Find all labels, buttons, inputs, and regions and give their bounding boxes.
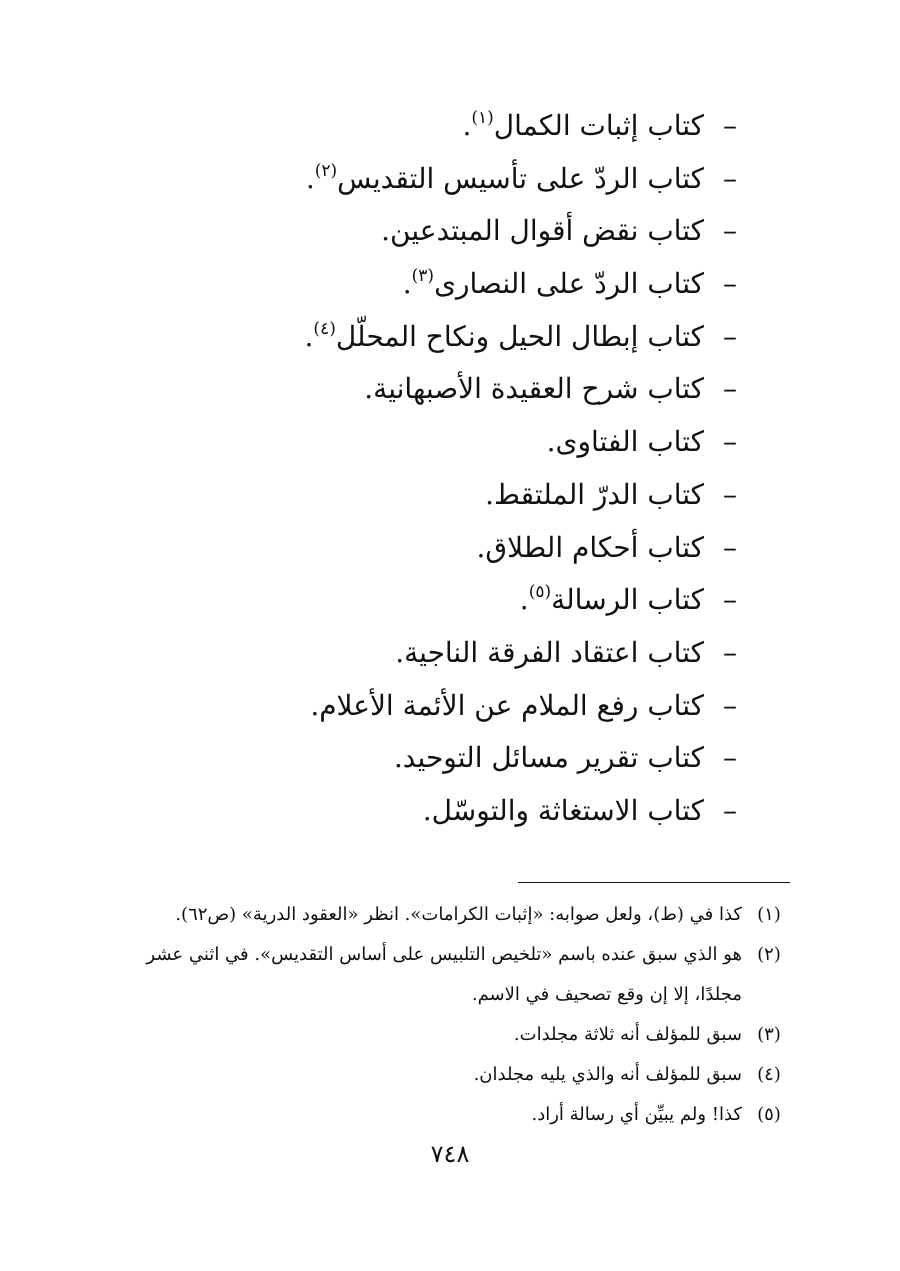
list-marker: – [723,477,737,511]
list-item [0,363,900,416]
list-item-end: . [462,109,472,142]
list-item-text [381,205,704,257]
list-item [0,311,900,364]
list-marker: – [723,793,737,827]
list-item [0,785,900,838]
list-item-text [485,469,704,521]
footnote [105,935,790,1015]
list-item-end: . [304,319,314,353]
list-item [0,522,900,575]
list-item-title: كتاب الردّ على تأسيس التقديس [337,161,704,195]
list-marker: – [723,688,737,722]
book-list [0,100,900,838]
list-item-text [423,785,704,837]
list-item [0,574,900,627]
list-item-text [477,522,705,574]
footnote-number: (٢) [757,944,781,965]
list-item-text [305,311,704,367]
footnote-text: سبق للمؤلف أنه والذي يليه مجلدان. [473,1064,742,1085]
footnote [105,1015,790,1055]
list-marker: – [723,741,737,775]
list-item-title: كتاب تقرير مسائل التوحيد. [393,741,704,775]
footnote-ref: (٥) [528,582,552,603]
list-item-text [306,153,704,209]
list-item-end: . [305,161,315,195]
list-marker: – [723,583,737,617]
footnotes [105,895,790,1135]
footnote-text: كذا في (ط)، ولعل صوابه: «إثبات الكرامات». انظر «العقود الدرية» (ص٦٢). [175,904,742,925]
footnote-text: سبق للمؤلف أنه ثلاثة مجلدات. [513,1024,742,1045]
footnote-number: (٤) [757,1064,781,1085]
list-item-title: كتاب إبطال الحيل ونكاح المحلّل [335,319,704,353]
list-item-text [364,363,704,415]
footnote-number: (١) [757,904,781,925]
list-marker: – [723,635,737,669]
footnote-ref: (٤) [313,318,336,339]
list-marker: – [723,267,737,301]
list-item [0,205,900,258]
list-item-text [394,732,704,784]
list-item-text [547,416,704,468]
list-item-title: كتاب الدرّ الملتقط. [485,477,704,511]
list-item-text [310,680,704,732]
list-marker: – [723,372,737,406]
list-item [0,680,900,733]
footnote-number: (٣) [757,1024,781,1045]
footnote [105,1095,790,1135]
list-item-title: كتاب شرح العقيدة الأصبهانية. [364,372,704,406]
list-item [0,258,900,311]
list-item [0,469,900,522]
footnote-separator [518,882,790,883]
list-item-end: . [402,267,412,301]
footnote-number: (٥) [757,1104,781,1125]
list-item-title: كتاب أحكام الطلاق. [476,530,704,564]
list-item-title: كتاب نقض أقوال المبتدعين. [381,214,704,248]
footnote-ref: (٣) [411,266,435,287]
list-item-title: كتاب رفع الملام عن الأئمة الأعلام. [310,688,704,722]
footnote-ref: (١) [471,108,494,128]
list-marker: – [723,319,737,353]
footnote-text: كذا! ولم يبيِّن أي رسالة أراد. [531,1104,742,1125]
list-item [0,416,900,469]
list-item-text [462,100,704,156]
footnote [105,895,790,935]
list-item [0,153,900,206]
list-item-end: . [519,583,529,617]
list-item-title: كتاب الرسالة [551,583,704,617]
list-item-title: كتاب الردّ على النصارى [434,267,704,301]
page-number: ٧٤٨ [430,1140,470,1168]
list-marker: – [723,109,737,142]
list-item [0,100,900,153]
list-marker: – [723,214,737,248]
footnote-ref: (٢) [314,160,338,181]
list-item [0,732,900,785]
list-item-text [395,627,704,679]
footnote-text: هو الذي سبق عنده باسم «تلخيص التلبيس على أساس التقديس». في اثني عشر مجلدًا، إلا إن وقع تصحيف في الاسم. [146,944,742,1005]
list-item-text [520,574,704,630]
list-item [0,627,900,680]
list-marker: – [723,425,737,459]
list-marker: – [723,161,737,195]
list-item-text [403,258,704,314]
list-item-title: كتاب إثبات الكمال [493,109,704,142]
list-item-title: كتاب الاستغاثة والتوسّل. [422,793,704,827]
list-item-title: كتاب اعتقاد الفرقة الناجية. [395,635,704,669]
list-marker: – [723,530,737,564]
footnote [105,1055,790,1095]
list-item-title: كتاب الفتاوى. [546,425,704,459]
